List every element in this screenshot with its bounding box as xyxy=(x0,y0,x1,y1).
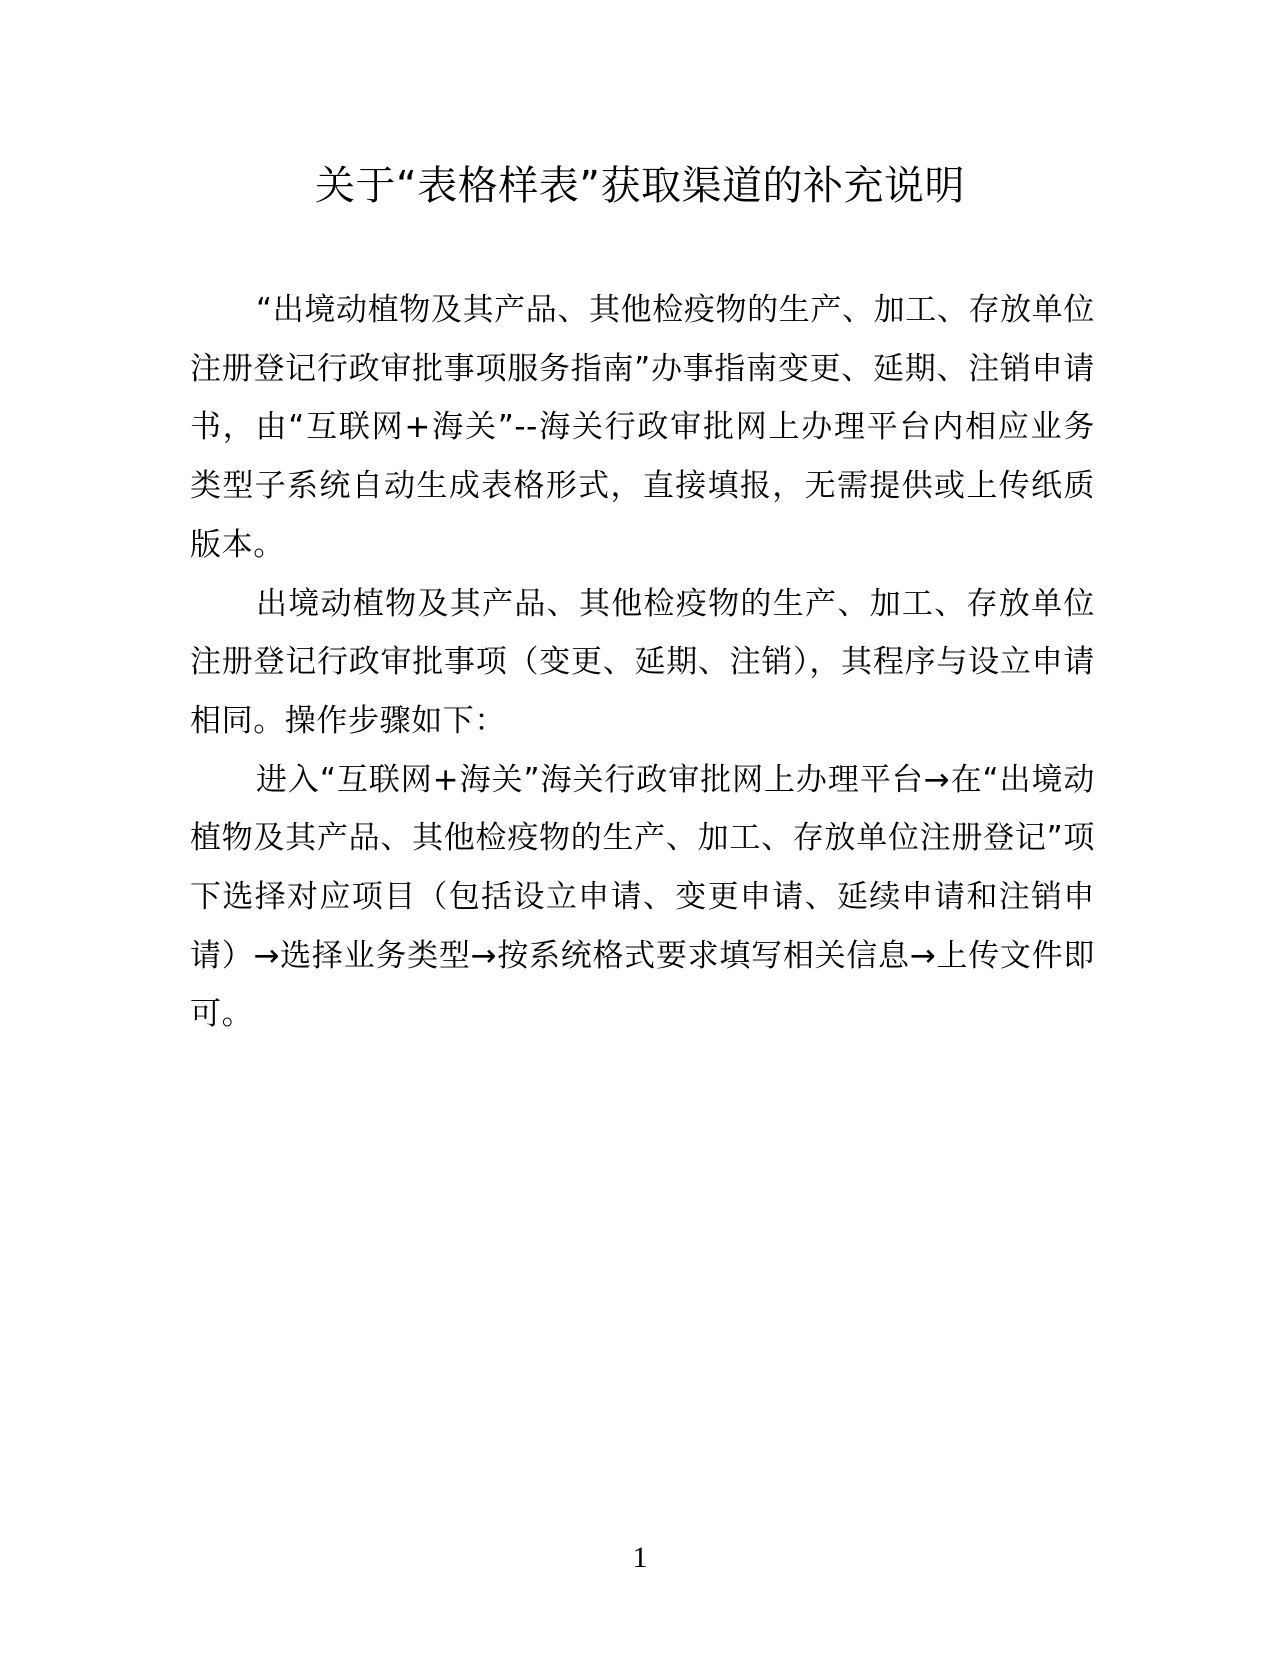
paragraph-1: “出境动植物及其产品、其他检疫物的生产、加工、存放单位注册登记行政审批事项服务指南”办事指南变更、延期、注销申请书，由“互联网+海关”--海关行政审批网上办理平台内相应业务类型子系统自动生成表格形式，直接填报，无需提供或上传纸质版本。 xyxy=(190,292,1095,563)
page-number: 1 xyxy=(632,1541,648,1574)
paragraph-3: 进入“互联网+海关”海关行政审批网上办理平台→在“出境动植物及其产品、其他检疫物的生产、加工、存放单位注册登记”项下选择对应项目（包括设立申请、变更申请、延续申请和注销申请）→选择业务类型→按系统格式要求填写相关信息→上传文件即可。 xyxy=(190,761,1095,1033)
document-body xyxy=(190,281,1095,1044)
document-title: 关于“表格样表”获取渠道的补充说明 xyxy=(315,163,965,209)
paragraph-2: 出境动植物及其产品、其他检疫物的生产、加工、存放单位注册登记行政审批事项（变更、延期、注销），其程序与设立申请相同。操作步骤如下： xyxy=(190,585,1095,739)
